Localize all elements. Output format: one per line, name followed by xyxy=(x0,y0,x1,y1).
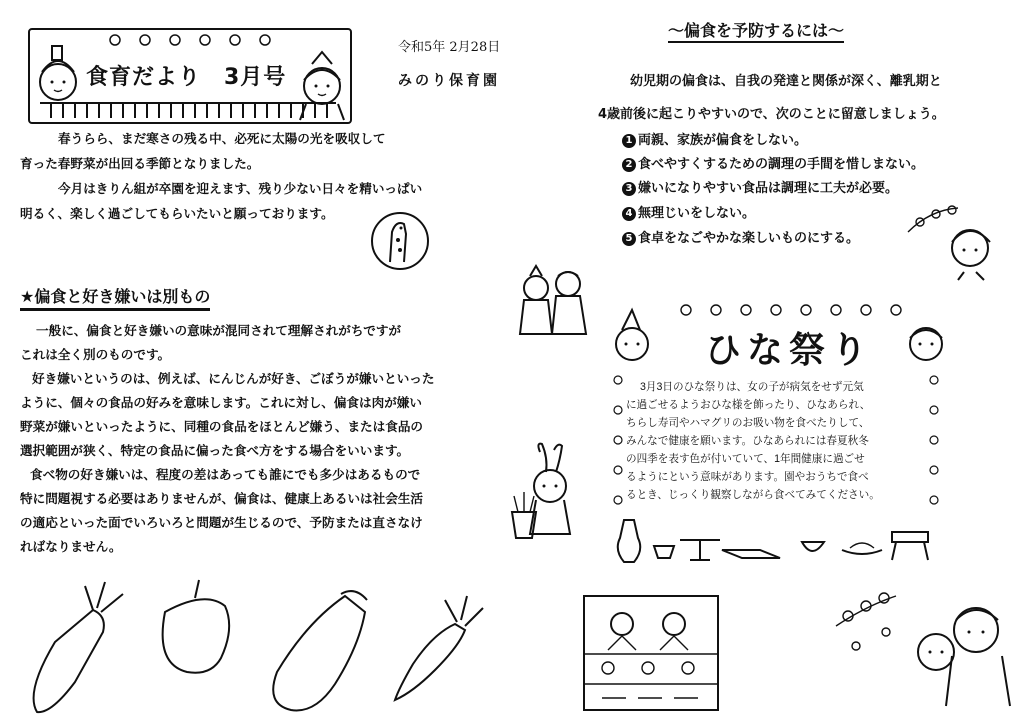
vegetables-illustration xyxy=(15,572,495,722)
lacquer-stand-icon xyxy=(892,532,928,560)
flower-row-icon xyxy=(681,305,901,315)
section1-line-10: ればなりません。 xyxy=(20,539,122,554)
sake-bottle-icon xyxy=(618,520,641,562)
prevention-item-1 xyxy=(622,129,807,148)
number-badge: 1 xyxy=(622,134,636,148)
number-badge: 5 xyxy=(622,232,636,246)
section2-heading: ～偏食を予防するには～ xyxy=(668,18,844,43)
newsletter-title: 食育だより 3月号 xyxy=(86,65,287,90)
odairi-sama-icon xyxy=(40,46,76,100)
intro-line-1: 春うらら、まだ寒さの残る中、必死に太陽の光を吸収して xyxy=(58,131,386,146)
prevention-item-text: 嫌いになりやすい食品は調理に工夫が必要。 xyxy=(638,181,899,196)
section1-line-2: これは全く別のものです。 xyxy=(20,347,171,362)
empress-face-icon xyxy=(910,328,942,360)
section2-intro-2: 4歳前後に起こりやすいので、次のことに留意しましょう。 xyxy=(598,107,945,122)
prevention-item-3 xyxy=(622,177,898,196)
prevention-item-text: 食べやすくするための調理の手間を惜しまない。 xyxy=(638,157,925,172)
hishimochi-icon xyxy=(722,550,780,558)
section1-line-6: 選択範囲が狭く、特定の食品に偏った食べ方をする場合をいいます。 xyxy=(20,443,410,458)
emperor-face-icon xyxy=(616,310,648,360)
issue-date: 令和5年 2月28日 xyxy=(398,40,501,55)
prevention-item-text: 食卓をなごやかな楽しいものにする。 xyxy=(638,231,860,246)
ohina-sama-icon xyxy=(300,52,344,120)
prevention-item-5 xyxy=(622,227,859,246)
hina-line-3: ちらし寿司やハマグリのお吸い物を食べたりして、 xyxy=(626,417,870,429)
hina-foods-illustration xyxy=(610,510,940,568)
hina-line-2: に過ごせるようおひな様を飾ったり、ひなあられ、 xyxy=(626,399,871,411)
intro-line-2: 育った春野菜が出回る季節となりました。 xyxy=(20,156,260,171)
section1-line-5: 野菜が嫌いといったように、同種の食品をほとんど嫌う、または食品の xyxy=(20,419,423,434)
daikon-icon xyxy=(34,582,123,712)
hina-matsuri-title: ひな祭り xyxy=(705,330,874,371)
carrot-icon xyxy=(395,596,483,700)
intro-line-3: 今月はきりん組が卒園を迎えます、残り少ない日々を精いっぱい xyxy=(58,181,423,196)
intro-line-4: 明るく、楽しく過ごしてもらいたいと願っております。 xyxy=(20,206,334,221)
bell-pepper-icon xyxy=(163,580,230,673)
section1-line-1: 一般に、偏食と好き嫌いの意味が混同されて理解されがちですが xyxy=(36,323,402,338)
section2-intro-1: 幼児期の偏食は、自我の発達と関係が深く、離乳期と xyxy=(630,74,942,89)
section1-heading: ★偏食と好き嫌いは別もの xyxy=(20,284,210,311)
flower-row-icon xyxy=(110,35,270,45)
girl-with-blossoms-illustration xyxy=(900,200,1010,282)
soup-bowl-icon xyxy=(802,542,824,551)
offering-stand-icon xyxy=(680,540,720,560)
section1-line-4: ように、個々の食品の好みを意味します。これに対し、偏食は肉が嫌い xyxy=(20,395,422,410)
hina-dolls-illustration xyxy=(516,262,590,344)
hina-line-4: みんなで健康を願います。ひなあられには春夏秋冬 xyxy=(626,435,869,447)
hina-line-7: るとき、じっくり観察しながら食べてみてください。 xyxy=(626,489,880,501)
section1-line-7: 食べ物の好き嫌いは、程度の差はあっても誰にでも多少はあるもので xyxy=(30,467,421,482)
prevention-item-4 xyxy=(622,202,755,221)
school-name: みのり保育園 xyxy=(398,73,500,89)
hina-doll-display-illustration xyxy=(578,590,724,716)
rabbit-with-basket-illustration xyxy=(510,442,586,550)
section1-line-3: 好き嫌いというのは、例えば、にんじんが好き、ごぼうが嫌いといった xyxy=(32,371,435,386)
number-badge: 2 xyxy=(622,158,636,172)
prevention-item-text: 両親、家族が偏食をしない。 xyxy=(638,133,808,148)
eggplant-icon xyxy=(273,591,367,710)
hina-line-1: 3月3日のひな祭りは、女の子が病気をせず元気 xyxy=(640,381,864,393)
hina-line-5: の四季を表す色が付いていて、1年間健康に過ごせ xyxy=(626,453,865,465)
sake-cup-icon xyxy=(654,546,674,558)
chirashi-plate-icon xyxy=(842,543,882,554)
prevention-item-2 xyxy=(622,153,924,172)
giraffe-illustration xyxy=(370,210,430,272)
prevention-item-text: 無理じいをしない。 xyxy=(638,206,756,221)
family-with-plum-blossoms-illustration xyxy=(826,586,1016,716)
section1-line-8: 特に問題視する必要はありませんが、偏食は、健康上あるいは社会生活 xyxy=(20,491,423,506)
number-badge: 3 xyxy=(622,182,636,196)
section1-line-9: の適応といった面でいろいろと問題が生じるので、予防または直さなけ xyxy=(20,515,423,530)
hina-line-6: るようにという意味があります。園やおうちで食べ xyxy=(626,471,869,483)
number-badge: 4 xyxy=(622,207,636,221)
